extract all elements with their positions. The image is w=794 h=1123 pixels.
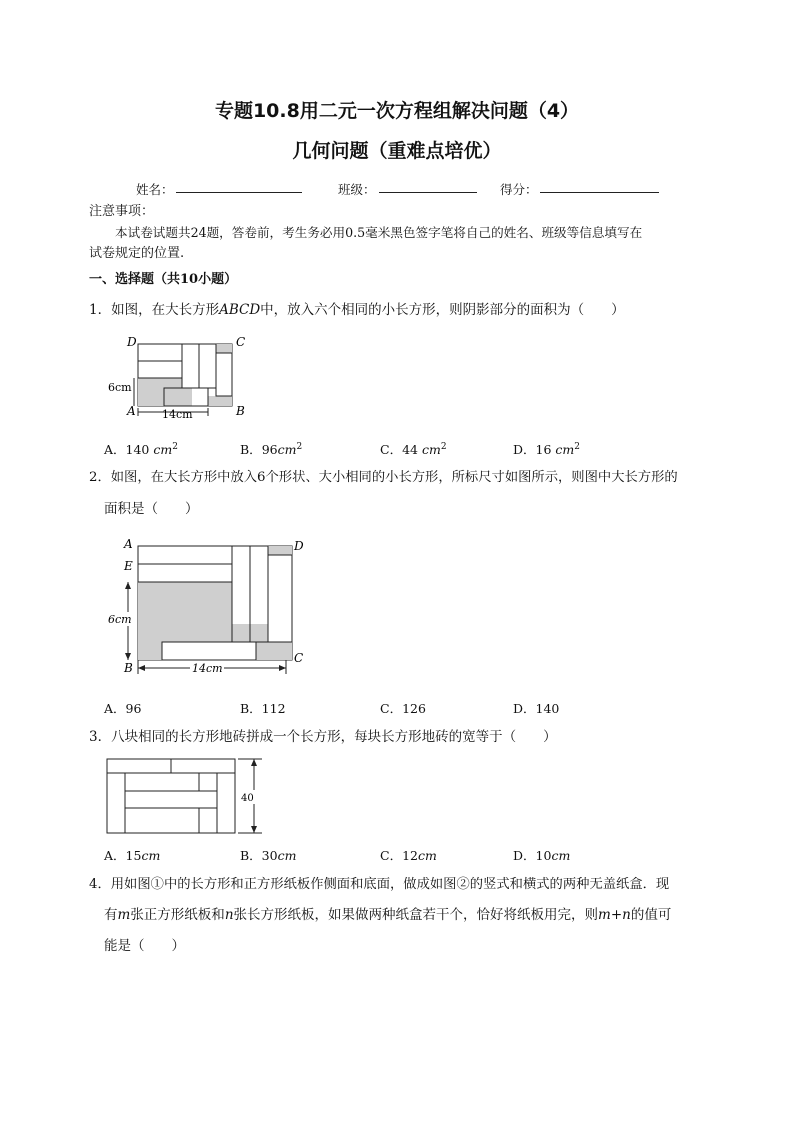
q3-option-d-label: D．10 — [513, 848, 552, 863]
question-4-line-1: 4．用如图①中的长方形和正方形纸板作侧面和底面，做成如图②的竖式和横式的两种无盖纸盒．现 — [89, 877, 670, 892]
q4-line2-c: 张长方形纸板，如果做两种纸盒若干个，恰好将纸板用完，则 — [233, 907, 599, 923]
notice-line-2: 试卷规定的位置. — [89, 246, 185, 261]
score-label: 得分： — [500, 182, 538, 197]
q1-shaded-top-right — [216, 344, 232, 353]
q1-text-post: 中，放入六个相同的小长方形，则阴影部分的面积为（ ） — [260, 302, 625, 318]
q1-option-d-value: 16 — [535, 442, 552, 457]
q2-shaded-bottom-right — [256, 642, 292, 660]
q1-option-a[interactable] — [104, 440, 178, 458]
q2-label-e: E — [124, 559, 133, 573]
q1-text-pre: 1．如图，在大长方形 — [89, 302, 220, 318]
q1-figure — [100, 332, 260, 422]
q3-option-a[interactable] — [104, 846, 160, 864]
q3-option-b[interactable] — [240, 846, 296, 864]
notice-heading: 注意事项： — [89, 204, 155, 219]
q1-option-b[interactable] — [240, 440, 302, 458]
page-title: 专题10.8用二元一次方程组解决问题（4） — [214, 100, 580, 122]
q1-option-a-label: A． — [104, 442, 126, 457]
q1-option-d[interactable] — [513, 440, 580, 458]
q2-shaded-top-right — [268, 546, 292, 555]
section-heading: 一、选择题（共10小题） — [89, 272, 238, 287]
question-2-line-1: 2．如图，在大长方形中放入6个形状、大小相同的小长方形，所标尺寸如图所示，则图中大长方形的 — [89, 470, 678, 485]
q1-option-c[interactable] — [380, 440, 447, 458]
q1-option-c-value: 44 — [402, 442, 418, 457]
q1-option-c-exp: 2 — [440, 441, 447, 452]
q2-option-d[interactable]: D．140 — [513, 701, 560, 716]
q1-option-b-value: 96 — [261, 442, 278, 457]
q1-option-b-label: B． — [240, 442, 262, 457]
q3-option-d-unit: cm — [551, 848, 571, 863]
q1-option-d-unit: cm — [555, 442, 575, 457]
score-field[interactable] — [540, 192, 659, 193]
q3-option-b-unit: cm — [277, 848, 297, 863]
q1-label-d: D — [127, 335, 137, 349]
q3-tiles — [107, 759, 235, 833]
question-1-text — [89, 301, 625, 319]
q2-figure — [104, 534, 314, 676]
class-field[interactable] — [379, 192, 477, 193]
q4-line2-mn: m+n — [598, 907, 631, 923]
q4-line2-n: n — [224, 907, 234, 923]
q3-option-c[interactable] — [380, 846, 437, 864]
question-4-line-3: 能是（ ） — [104, 938, 185, 954]
q1-option-d-label: D． — [513, 442, 536, 457]
question-3-text: 3．八块相同的长方形地砖拼成一个长方形，每块长方形地砖的宽等于（ ） — [89, 729, 557, 745]
q4-line2-a: 有 — [104, 907, 118, 923]
q1-label-b: B — [236, 404, 245, 418]
q1-text-abcd: ABCD — [219, 302, 261, 318]
q1-label-c: C — [236, 335, 246, 349]
q1-shaded-bottom-right — [208, 396, 232, 406]
q4-line2-b: 张正方形纸板和 — [130, 907, 225, 923]
q1-label-a: A — [127, 404, 136, 418]
name-field[interactable] — [176, 192, 302, 193]
q2-label-d: D — [294, 539, 304, 553]
q3-dim: 40 — [241, 793, 254, 804]
q4-line2-m: m — [117, 907, 131, 923]
q3-option-a-unit: cm — [141, 848, 161, 863]
q3-option-b-label: B．30 — [240, 848, 278, 863]
q3-option-a-label: A．15 — [104, 848, 142, 863]
q1-dim-height: 6cm — [108, 381, 132, 394]
q3-option-d[interactable] — [513, 846, 570, 864]
q3-option-c-label: C．12 — [380, 848, 418, 863]
q2-option-c[interactable]: C．126 — [380, 701, 426, 716]
q3-option-c-unit: cm — [417, 848, 437, 863]
q1-option-b-exp: 2 — [296, 441, 303, 452]
name-label: 姓名： — [136, 182, 174, 197]
q2-option-a[interactable]: A．96 — [104, 701, 142, 716]
notice-line-1: 本试卷试题共24题，答卷前，考生务必用0.5毫米黑色签字笔将自己的姓名、班级等信息填写在 — [115, 225, 643, 240]
q3-figure — [100, 752, 280, 840]
q1-option-d-exp: 2 — [574, 441, 581, 452]
q2-dim-height: 6cm — [108, 613, 132, 626]
q2-option-b[interactable]: B．112 — [240, 701, 286, 716]
class-label: 班级： — [338, 182, 376, 197]
q1-option-a-exp: 2 — [172, 441, 178, 452]
q1-dim-width: 14cm — [162, 408, 193, 421]
question-4-line-2 — [104, 906, 671, 924]
page-subtitle: 几何问题（重难点培优） — [292, 140, 502, 162]
q1-option-c-label: C． — [380, 442, 403, 457]
q1-option-c-unit: cm — [421, 442, 441, 457]
q2-label-c: C — [294, 651, 304, 665]
q2-label-b: B — [124, 661, 133, 675]
q1-option-a-unit: cm — [153, 442, 173, 457]
q1-option-a-value: 140 — [125, 442, 150, 457]
q2-label-a: A — [124, 537, 133, 551]
q2-dim-width: 14cm — [192, 662, 223, 675]
q4-line2-d: 的值可 — [630, 907, 672, 923]
q1-option-b-unit: cm — [277, 442, 297, 457]
question-2-line-2: 面积是（ ） — [104, 501, 199, 517]
